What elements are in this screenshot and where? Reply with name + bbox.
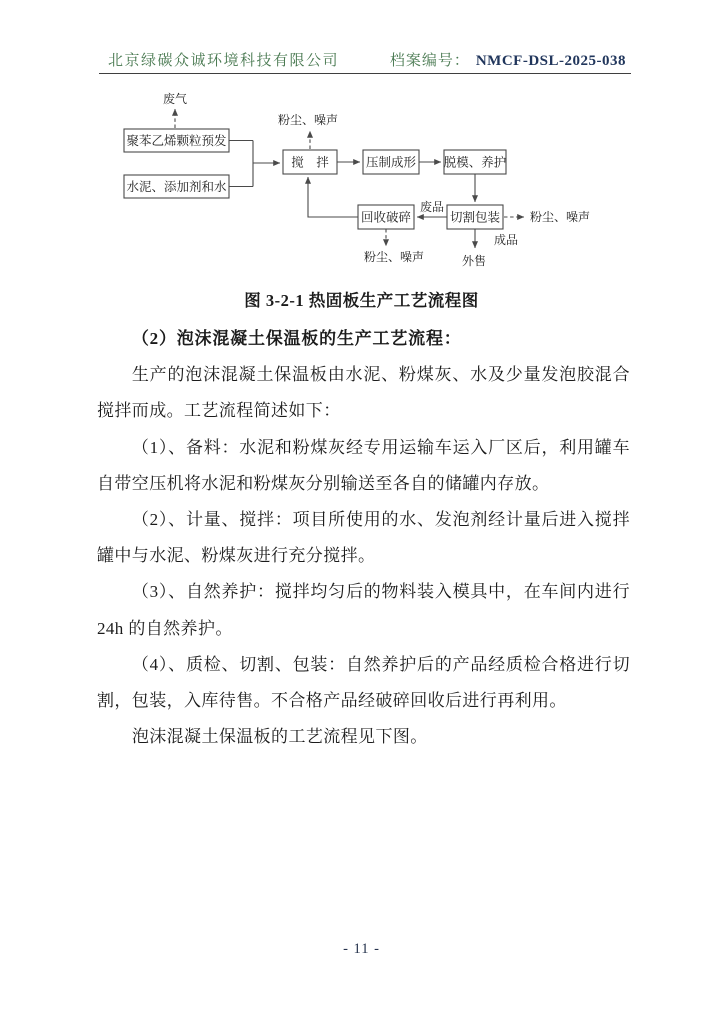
file-number xyxy=(390,49,626,70)
label-waste-product: 废品 xyxy=(419,200,445,214)
file-number-value: NMCF-DSL-2025-038 xyxy=(475,53,626,69)
company-name: 北京绿碳众诚环境科技有限公司 xyxy=(108,53,340,69)
node-cutting-packing-label: 切割包装 xyxy=(449,210,501,225)
label-dust-noise-right: 粉尘、噪声 xyxy=(529,210,591,224)
figure-caption: 图 3-2-1 热固板生产工艺流程图 xyxy=(244,291,479,310)
label-finished-product: 成品 xyxy=(494,233,519,247)
file-number-label: 档案编号： xyxy=(389,53,470,69)
body-content xyxy=(97,321,630,755)
label-external-sale: 外售 xyxy=(461,254,487,268)
header-divider xyxy=(99,73,631,74)
paragraph-intro: 生产的泡沫混凝土保温板由水泥、粉煤灰、水及少量发泡胶混合搅拌而成。工艺流程简述如下： xyxy=(97,365,630,421)
paragraph-step-3: （3）、自然养护：搅拌均匀后的物料装入模具中，在车间内进行 24h 的自然养护。 xyxy=(97,582,630,638)
node-recycle-crushing-label: 回收破碎 xyxy=(360,210,412,225)
paragraph-step-4: （4）、质检、切割、包装：自然养护后的产品经质检合格进行切割，包装，入库待售。不合格产品经破碎回收后进行再利用。 xyxy=(97,654,630,711)
node-demold-curing-label: 脱模、养护 xyxy=(443,155,507,170)
node-cement-water-label: 水泥、添加剂和水 xyxy=(126,180,227,194)
node-mixing-label: 搅 拌 xyxy=(291,155,329,170)
node-pre-expand-label: 聚苯乙烯颗粒预发 xyxy=(126,134,227,148)
section-heading: （2）泡沫混凝土保温板的生产工艺流程： xyxy=(131,329,462,348)
flow-texts xyxy=(126,91,590,268)
paragraph-step-1: （1）、备料：水泥和粉煤灰经专用运输车运入厂区后，利用罐车自带空压机将水泥和粉煤灰分别输送至各自的储罐内存放。 xyxy=(97,437,630,493)
paragraph-step-2: （2）、计量、搅拌：项目所使用的水、发泡剂经计量后进入搅拌罐中与水泥、粉煤灰进行充分搅拌。 xyxy=(97,510,630,566)
label-dust-noise-top: 粉尘、噪声 xyxy=(277,113,339,127)
node-press-forming-label: 压制成形 xyxy=(365,155,417,170)
page-number: - 11 - xyxy=(343,941,380,957)
arrow-recycle-to-mixing xyxy=(308,177,358,217)
paragraph-closing: 泡沫混凝土保温板的工艺流程见下图。 xyxy=(131,727,428,747)
label-dust-noise-bottom: 粉尘、噪声 xyxy=(363,250,425,264)
document-header xyxy=(108,49,626,70)
label-waste-gas: 废气 xyxy=(162,92,188,106)
merge-connector xyxy=(229,141,253,187)
process-flowchart xyxy=(95,88,635,280)
page-footer xyxy=(0,941,723,958)
